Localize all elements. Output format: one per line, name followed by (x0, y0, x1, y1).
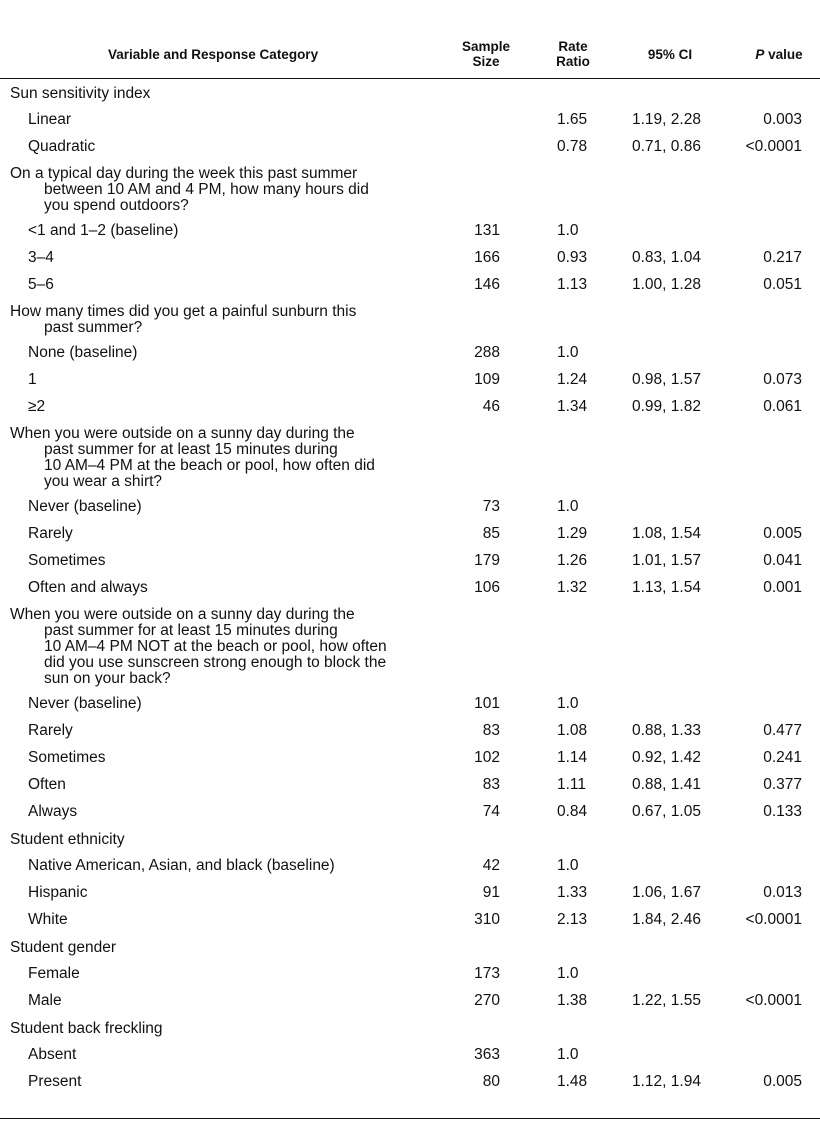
cell-size: 46 (482, 398, 500, 415)
cell-rate: 1.65 (557, 111, 588, 128)
cell-rate: 1.0 (557, 857, 579, 874)
question-line: between 10 AM and 4 PM, how many hours did (44, 181, 369, 198)
cell-ci: 1.22, 1.55 (632, 992, 701, 1009)
table-row (0, 217, 820, 244)
cell-label: <1 and 1–2 (baseline) (28, 222, 179, 239)
header-rate-ratio: Rate Ratio (556, 39, 590, 69)
cell-rate: 2.13 (557, 911, 588, 928)
table-row (0, 520, 820, 547)
cell-ci: 0.88, 1.41 (632, 776, 701, 793)
question-line: Student ethnicity (10, 831, 125, 848)
cell-size: 91 (482, 884, 500, 901)
cell-rate: 1.13 (557, 276, 588, 293)
cell-label: White (28, 911, 68, 928)
cell-rate: 1.26 (557, 552, 588, 569)
cell-size: 288 (474, 344, 500, 361)
cell-p-value: 0.477 (763, 722, 802, 739)
cell-rate: 1.0 (557, 695, 579, 712)
table-row (0, 960, 820, 987)
question-line: 10 AM–4 PM NOT at the beach or pool, how often (44, 638, 387, 655)
cell-rate: 1.0 (557, 344, 579, 361)
cell-label: Rarely (28, 525, 73, 542)
cell-rate: 1.33 (557, 884, 588, 901)
table-row (0, 906, 820, 933)
category-section (0, 160, 820, 298)
cell-ci: 1.08, 1.54 (632, 525, 701, 542)
cell-size: 179 (474, 552, 500, 569)
cell-rate: 1.29 (557, 525, 588, 542)
question-line: Student back freckling (10, 1020, 163, 1037)
cell-ci: 1.13, 1.54 (632, 579, 701, 596)
table-row (0, 987, 820, 1014)
cell-rate: 0.93 (557, 249, 588, 266)
cell-ci: 1.19, 2.28 (632, 111, 701, 128)
cell-ci: 1.84, 2.46 (632, 911, 701, 928)
category-section (0, 298, 820, 420)
cell-size: 310 (474, 911, 500, 928)
cell-p-value: 0.051 (763, 276, 802, 293)
cell-rate: 1.34 (557, 398, 588, 415)
cell-ci: 0.67, 1.05 (632, 803, 701, 820)
table-row (0, 717, 820, 744)
cell-size: 106 (474, 579, 500, 596)
category-question (0, 1014, 820, 1041)
cell-label: Sometimes (28, 552, 106, 569)
cell-p-value: 0.133 (763, 803, 802, 820)
category-question (0, 933, 820, 960)
table-row (0, 1068, 820, 1095)
cell-label: Often and always (28, 579, 148, 596)
cell-rate: 1.32 (557, 579, 588, 596)
cell-size: 74 (482, 803, 500, 820)
cell-size: 166 (474, 249, 500, 266)
cell-label: Always (28, 803, 78, 820)
question-line: How many times did you get a painful sunburn this (10, 303, 357, 320)
cell-size: 83 (482, 722, 500, 739)
category-question (0, 160, 820, 217)
question-line: Student gender (10, 939, 117, 956)
cell-label: Native American, Asian, and black (baseline) (28, 857, 335, 874)
category-section (0, 933, 820, 1014)
cell-rate: 1.48 (557, 1073, 588, 1090)
table-row (0, 744, 820, 771)
table-row (0, 106, 820, 133)
cell-size: 42 (482, 857, 500, 874)
cell-ci: 1.01, 1.57 (632, 552, 701, 569)
cell-ci: 0.71, 0.86 (632, 138, 701, 155)
cell-size: 363 (474, 1046, 500, 1063)
cell-size: 102 (474, 749, 500, 766)
question-line: past summer for at least 15 minutes during (44, 441, 338, 458)
cell-p-value: 0.061 (763, 398, 802, 415)
cell-label: Quadratic (28, 138, 96, 155)
category-section (0, 825, 820, 933)
table-row (0, 271, 820, 298)
cell-rate: 1.0 (557, 498, 579, 515)
table-header (0, 0, 820, 79)
cell-p-value: 0.005 (763, 525, 802, 542)
cell-ci: 0.92, 1.42 (632, 749, 701, 766)
category-question (0, 601, 820, 690)
cell-rate: 1.24 (557, 371, 588, 388)
table-row (0, 852, 820, 879)
category-section (0, 79, 820, 160)
cell-ci: 1.12, 1.94 (632, 1073, 701, 1090)
cell-p-value: <0.0001 (745, 138, 802, 155)
header-variable: Variable and Response Category (108, 47, 319, 62)
table-body (0, 79, 820, 1095)
table-row (0, 798, 820, 825)
cell-rate: 0.78 (557, 138, 588, 155)
cell-ci: 1.06, 1.67 (632, 884, 701, 901)
cell-rate: 0.84 (557, 803, 588, 820)
cell-p-value: <0.0001 (745, 992, 802, 1009)
cell-ci: 0.98, 1.57 (632, 371, 701, 388)
question-line: you wear a shirt? (44, 473, 163, 490)
category-section (0, 1014, 820, 1095)
cell-size: 109 (474, 371, 500, 388)
header-ci: 95% CI (647, 47, 693, 62)
cell-label: 3–4 (28, 249, 54, 266)
cell-label: Female (28, 965, 80, 982)
header-p-value: P value (755, 47, 803, 62)
cell-label: Never (baseline) (28, 695, 142, 712)
cell-p-value: 0.013 (763, 884, 802, 901)
question-line: When you were outside on a sunny day during the (10, 425, 355, 442)
category-section (0, 420, 820, 601)
cell-size: 83 (482, 776, 500, 793)
cell-label: Present (28, 1073, 82, 1090)
cell-rate: 1.0 (557, 222, 579, 239)
cell-label: Hispanic (28, 884, 88, 901)
cell-label: Male (28, 992, 62, 1009)
category-question (0, 79, 820, 106)
cell-ci: 0.99, 1.82 (632, 398, 701, 415)
cell-ci: 0.88, 1.33 (632, 722, 701, 739)
cell-label: Absent (28, 1046, 77, 1063)
cell-rate: 1.38 (557, 992, 588, 1009)
cell-label: Never (baseline) (28, 498, 142, 515)
cell-rate: 1.0 (557, 1046, 579, 1063)
table-row (0, 1041, 820, 1068)
cell-p-value: 0.377 (763, 776, 802, 793)
question-line: past summer for at least 15 minutes during (44, 622, 338, 639)
table-row (0, 133, 820, 160)
cell-size: 146 (474, 276, 500, 293)
cell-size: 173 (474, 965, 500, 982)
question-line: past summer? (44, 319, 143, 336)
cell-p-value: 0.001 (763, 579, 802, 596)
cell-label: Often (28, 776, 66, 793)
question-line: did you use sunscreen strong enough to block the (44, 654, 387, 671)
cell-rate: 1.14 (557, 749, 588, 766)
cell-label: None (baseline) (28, 344, 138, 361)
table-row (0, 574, 820, 601)
cell-rate: 1.0 (557, 965, 579, 982)
cell-label: ≥2 (28, 398, 46, 415)
category-section (0, 601, 820, 825)
table-row (0, 771, 820, 798)
table-row (0, 547, 820, 574)
cell-size: 85 (482, 525, 500, 542)
question-line: Sun sensitivity index (10, 85, 151, 102)
table-row (0, 393, 820, 420)
question-line: you spend outdoors? (44, 197, 189, 214)
category-question (0, 420, 820, 493)
cell-size: 131 (474, 222, 500, 239)
cell-size: 80 (482, 1073, 500, 1090)
bottom-rule (0, 1118, 820, 1119)
cell-p-value: <0.0001 (745, 911, 802, 928)
category-question (0, 825, 820, 852)
cell-ci: 1.00, 1.28 (632, 276, 701, 293)
table-row (0, 690, 820, 717)
category-question (0, 298, 820, 339)
cell-rate: 1.11 (557, 776, 587, 793)
table-row (0, 879, 820, 906)
question-line: 10 AM–4 PM at the beach or pool, how often did (44, 457, 375, 474)
cell-ci: 0.83, 1.04 (632, 249, 701, 266)
cell-size: 101 (474, 695, 500, 712)
cell-p-value: 0.041 (763, 552, 802, 569)
cell-p-value: 0.241 (763, 749, 802, 766)
cell-label: Linear (28, 111, 72, 128)
cell-p-value: 0.003 (763, 111, 802, 128)
table-row (0, 366, 820, 393)
header-sample-size: Sample Size (461, 39, 511, 69)
cell-p-value: 0.005 (763, 1073, 802, 1090)
table-row (0, 493, 820, 520)
cell-size: 73 (482, 498, 500, 515)
cell-label: Rarely (28, 722, 73, 739)
question-line: sun on your back? (44, 670, 171, 687)
cell-label: 5–6 (28, 276, 54, 293)
question-line: On a typical day during the week this past summer (10, 165, 358, 182)
cell-label: 1 (28, 371, 37, 388)
cell-label: Sometimes (28, 749, 106, 766)
table-row (0, 339, 820, 366)
cell-size: 270 (474, 992, 500, 1009)
cell-p-value: 0.073 (763, 371, 802, 388)
cell-rate: 1.08 (557, 722, 588, 739)
cell-p-value: 0.217 (763, 249, 802, 266)
question-line: When you were outside on a sunny day during the (10, 606, 355, 623)
table-row (0, 244, 820, 271)
